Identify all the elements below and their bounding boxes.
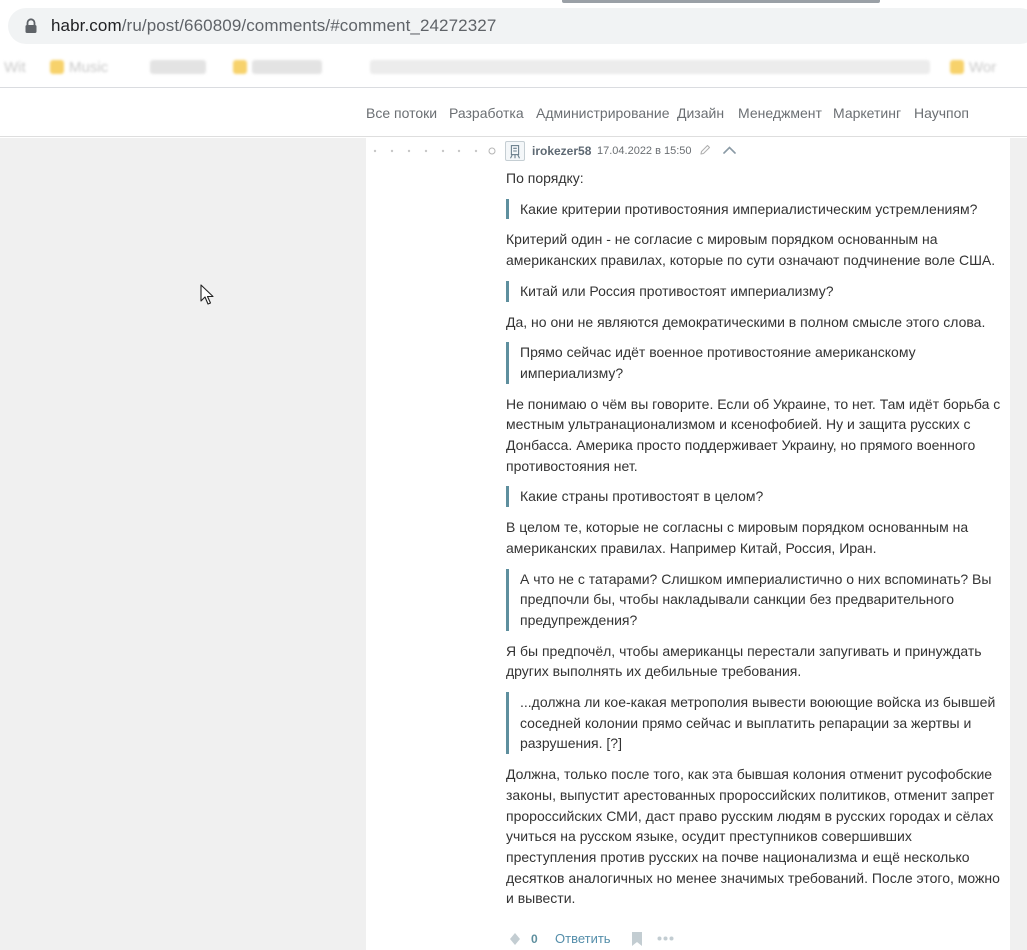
vote-icon[interactable] bbox=[510, 933, 520, 945]
comment-paragraph: Я бы предпочёл, чтобы американцы перестали запугивать и принуждать других выполнять их дебильные требования. bbox=[506, 642, 982, 680]
nav-item-design[interactable]: Дизайн bbox=[677, 105, 725, 121]
nav-item-popular-science[interactable]: Научпоп bbox=[914, 105, 969, 121]
chevron-up-icon[interactable] bbox=[723, 146, 736, 154]
comment-paragraph: Не понимаю о чём вы говорите. Если об Украине, то нет. Там идёт борьба с местным ультранационализмом и ксенофобией. Ну и защита русских с Донбасса. Америка просто поддерживает Украину, но прямого военного противостояния нет. bbox=[506, 395, 1001, 474]
lock-icon[interactable] bbox=[24, 18, 38, 34]
bookmark-item[interactable] bbox=[370, 59, 935, 76]
comment-paragraph: По порядку: bbox=[506, 170, 584, 186]
bookmark-favicon-icon bbox=[252, 60, 322, 74]
comment-quote: ...должна ли кое-какая метрополия вывести воюющие войска из бывшей соседней колонии прямо сейчас и выплатить репарации за жертвы и разрушения. [?] bbox=[506, 692, 1006, 754]
comment-paragraph: Должна, только после того, как эта бывшая колония отменит русофобские законы, выпустит арестованных пророссийских политиков, отменит запрет пророссийских СМИ, даст право русским людям в русских городах и сёлах учиться на русском языке, осудит преступников совершивших преступления против русских на почве национализма и ещё несколько десятков аналогичных но менее значимых требований. После этого, можно и вывести. bbox=[506, 766, 1000, 907]
bookmark-item[interactable]: Music bbox=[50, 59, 108, 76]
bookmark-icon[interactable] bbox=[631, 932, 643, 946]
site-navigation bbox=[0, 89, 1027, 137]
bookmark-favicon-icon bbox=[370, 60, 930, 74]
nav-item-all-flows[interactable]: Все потоки bbox=[366, 105, 438, 121]
comment-quote: Какие страны противостоят в целом? bbox=[506, 486, 1006, 507]
right-gutter bbox=[1010, 138, 1027, 950]
bookmark-item[interactable] bbox=[233, 59, 327, 76]
thread-depth-dots-icon bbox=[373, 146, 499, 156]
url-path: /ru/post/660809/comments/#comment_24272327 bbox=[121, 16, 497, 35]
omnibox[interactable] bbox=[8, 8, 1027, 44]
avatar[interactable] bbox=[505, 141, 525, 161]
bookmark-favicon-icon bbox=[50, 60, 64, 74]
bookmarks-bar bbox=[0, 50, 1027, 88]
comment-quote: Какие критерии противостояния империалистическим устремлениям? bbox=[506, 199, 1006, 220]
comment-paragraph: Да, но они не являются демократическими в полном смысле этого слова. bbox=[506, 313, 986, 330]
browser-address-bar bbox=[0, 0, 1027, 50]
mouse-cursor-icon bbox=[200, 284, 216, 306]
url-text[interactable] bbox=[51, 16, 496, 36]
comment-quote: А что не с татарами? Слишком империалистично о них вспоминать? Вы предпочли бы, чтобы накладывали санкции без предварительного предупреждения? bbox=[506, 569, 1006, 631]
vote-count: 0 bbox=[531, 932, 538, 946]
nav-item-administration[interactable]: Администрирование bbox=[536, 105, 670, 121]
url-host: habr.com bbox=[51, 16, 122, 35]
nav-item-development[interactable]: Разработка bbox=[449, 105, 524, 121]
tab-indicator bbox=[562, 0, 880, 3]
comment-paragraph: Критерий один - не согласие с мировым порядком основанным на американских правилах, которые по сути означают подчинение воле США. bbox=[506, 231, 996, 269]
nav-item-management[interactable]: Менеджмент bbox=[738, 105, 822, 121]
bookmark-favicon-icon bbox=[233, 60, 247, 74]
comment-date[interactable]: 17.04.2022 в 15:50 bbox=[597, 145, 692, 157]
comment-author[interactable]: irokezer58 bbox=[532, 144, 592, 158]
comment-body bbox=[506, 168, 1006, 919]
comment-quote: Китай или Россия противостоят империализму? bbox=[506, 281, 1006, 302]
pencil-icon bbox=[699, 144, 711, 156]
comment-paragraph: В целом те, которые не согласны с мировым порядком основанным на американских правилах. Например Китай, Россия, Иран. bbox=[506, 519, 969, 556]
left-gutter bbox=[0, 138, 366, 950]
bookmark-favicon-icon bbox=[950, 60, 964, 74]
bookmark-favicon-icon bbox=[150, 60, 206, 74]
reply-button[interactable]: Ответить bbox=[555, 931, 611, 946]
nav-item-marketing[interactable]: Маркетинг bbox=[833, 105, 902, 121]
more-dots-icon[interactable] bbox=[657, 936, 674, 941]
bookmark-item[interactable]: Wor bbox=[950, 59, 996, 76]
bookmark-item[interactable]: Wit bbox=[4, 59, 26, 76]
comment-quote: Прямо сейчас идёт военное противостояние американскому империализму? bbox=[506, 342, 1006, 383]
bookmark-item[interactable] bbox=[150, 59, 211, 76]
